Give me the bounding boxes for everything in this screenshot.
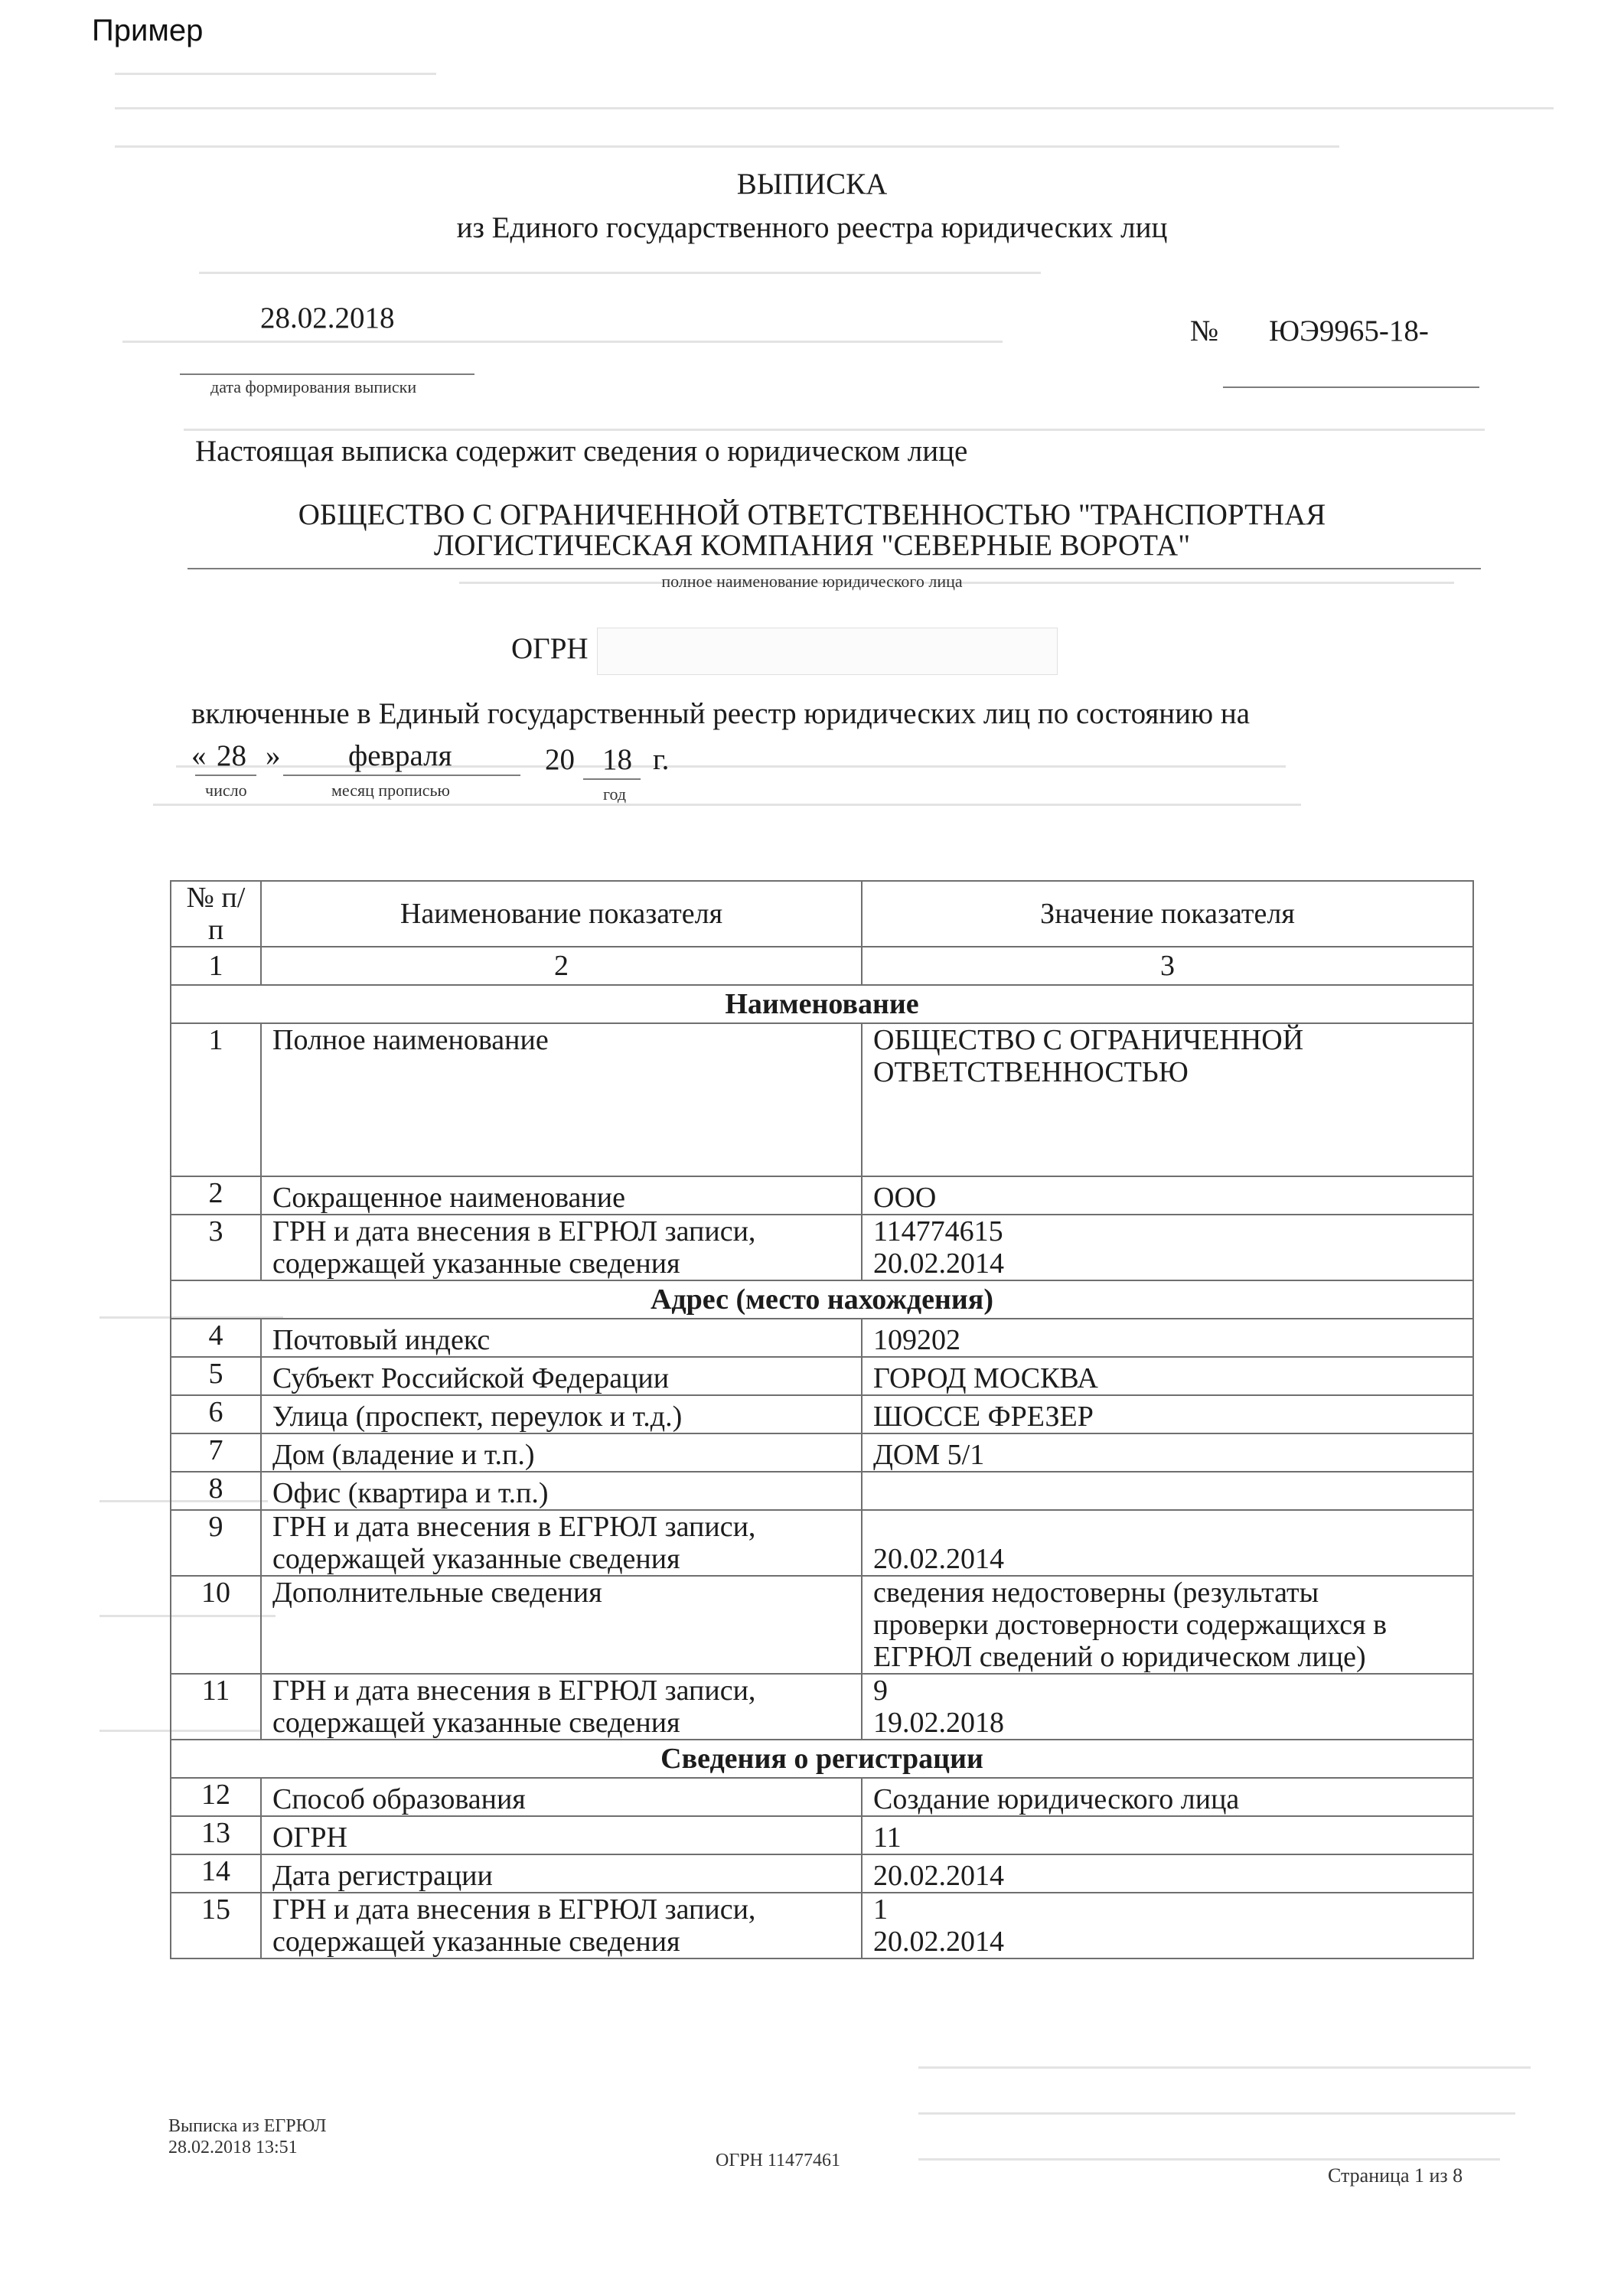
row-value: ДОМ 5/1 — [862, 1433, 1473, 1472]
page-number: Страница 1 из 8 — [1328, 2164, 1463, 2187]
row-value — [862, 1472, 1473, 1510]
header-cell: № п/п — [171, 881, 261, 947]
section-name-title: Наименование — [171, 985, 1473, 1023]
row-number: 13 — [171, 1816, 261, 1854]
row-value: 20.02.2014 — [862, 1510, 1473, 1576]
as-of-year-caption: год — [603, 784, 627, 804]
document-title: ВЫПИСКА — [736, 168, 888, 201]
document-subtitle: из Единого государственного реестра юридических лиц — [456, 211, 1168, 244]
table-row — [171, 1816, 1473, 1854]
row-number: 6 — [171, 1395, 261, 1433]
row-value: 20.02.2014 — [862, 1854, 1473, 1893]
as-of-day: 28 — [217, 739, 246, 772]
table-row — [171, 1319, 1473, 1357]
index-cell: 1 — [171, 947, 261, 985]
row-value: 109202 — [862, 1319, 1473, 1357]
row-label: Сокращенное наименование — [261, 1176, 862, 1215]
footer-datetime: 28.02.2018 13:51 — [168, 2138, 298, 2157]
register-table — [170, 880, 1474, 1959]
as-of-month-caption: месяц прописью — [331, 781, 450, 800]
table-row — [171, 1472, 1473, 1510]
as-of-year-underline — [583, 778, 641, 780]
included-text: включенные в Единый государственный реестр юридических лиц по состоянию на — [191, 697, 1251, 730]
row-number: 4 — [171, 1319, 261, 1357]
section-address-title: Адрес (место нахождения) — [171, 1280, 1473, 1319]
table-row — [171, 1395, 1473, 1433]
section-row — [171, 1280, 1473, 1319]
row-label: Дата регистрации — [261, 1854, 862, 1893]
extract-number-underline — [1223, 386, 1479, 388]
entity-name-underline — [188, 568, 1481, 569]
row-number: 12 — [171, 1778, 261, 1816]
header-cell: Наименование показателя — [261, 881, 862, 947]
row-label: ГРН и дата внесения в ЕГРЮЛ записи, содержащей указанные сведения — [261, 1510, 862, 1576]
entity-name-line2: ЛОГИСТИЧЕСКАЯ КОМПАНИЯ "СЕВЕРНЫЕ ВОРОТА" — [433, 529, 1191, 562]
table-index-row — [171, 947, 1473, 985]
intro-text: Настоящая выписка содержит сведения о юридическом лице — [195, 435, 968, 468]
section-row — [171, 1740, 1473, 1778]
entity-name-line1: ОБЩЕСТВО С ОГРАНИЧЕННОЙ ОТВЕТСТВЕННОСТЬЮ "ТРАНСПОРТНАЯ — [298, 498, 1326, 531]
row-value: ГОРОД МОСКВА — [862, 1357, 1473, 1395]
row-number: 9 — [171, 1510, 261, 1576]
row-label: Дом (владение и т.п.) — [261, 1433, 862, 1472]
row-label: Почтовый индекс — [261, 1319, 862, 1357]
table-row — [171, 1576, 1473, 1674]
table-header-row — [171, 881, 1473, 947]
as-of-month: февраля — [348, 739, 452, 772]
entity-name-caption: полное наименование юридического лица — [661, 572, 963, 591]
quote-open: « — [191, 739, 207, 772]
number-sign: № — [1190, 315, 1219, 347]
row-number: 5 — [171, 1357, 261, 1395]
row-number: 3 — [171, 1215, 261, 1280]
row-label: Способ образования — [261, 1778, 862, 1816]
footer-title: Выписка из ЕГРЮЛ — [168, 2116, 327, 2136]
footer-ogrn: ОГРН 11477461 — [716, 2151, 840, 2170]
row-label: ОГРН — [261, 1816, 862, 1854]
as-of-year-suffix: г. — [653, 743, 670, 776]
header-cell: Значение показателя — [862, 881, 1473, 947]
extract-number: ЮЭ9965-18- — [1269, 315, 1429, 347]
as-of-day-caption: число — [205, 781, 247, 800]
as-of-month-underline — [283, 775, 520, 776]
row-label: Офис (квартира и т.п.) — [261, 1472, 862, 1510]
row-number: 8 — [171, 1472, 261, 1510]
row-label: Полное наименование — [261, 1023, 862, 1176]
row-value: Создание юридического лица — [862, 1778, 1473, 1816]
table-row — [171, 1176, 1473, 1215]
quote-close: » — [266, 739, 281, 772]
row-number: 15 — [171, 1893, 261, 1958]
as-of-year: 18 — [602, 743, 632, 776]
row-label: ГРН и дата внесения в ЕГРЮЛ записи, содержащей указанные сведения — [261, 1893, 862, 1958]
row-value: 1 20.02.2014 — [862, 1893, 1473, 1958]
row-number: 1 — [171, 1023, 261, 1176]
as-of-century: 20 — [545, 743, 575, 776]
row-label: Дополнительные сведения — [261, 1576, 862, 1674]
table-row — [171, 1215, 1473, 1280]
formation-date: 28.02.2018 — [260, 302, 395, 334]
row-value: 11 — [862, 1816, 1473, 1854]
table-row — [171, 1023, 1473, 1176]
row-number: 11 — [171, 1674, 261, 1740]
table-row — [171, 1854, 1473, 1893]
formation-date-underline — [180, 373, 474, 375]
table-row — [171, 1357, 1473, 1395]
row-label: Субъект Российской Федерации — [261, 1357, 862, 1395]
table-row — [171, 1433, 1473, 1472]
row-number: 10 — [171, 1576, 261, 1674]
table-row — [171, 1778, 1473, 1816]
row-value: ООО — [862, 1176, 1473, 1215]
row-value: ШОССЕ ФРЕЗЕР — [862, 1395, 1473, 1433]
row-value: 114774615 20.02.2014 — [862, 1215, 1473, 1280]
row-value: 9 19.02.2018 — [862, 1674, 1473, 1740]
index-cell: 3 — [862, 947, 1473, 985]
table-row — [171, 1510, 1473, 1576]
row-number: 7 — [171, 1433, 261, 1472]
section-registration-title: Сведения о регистрации — [171, 1740, 1473, 1778]
ogrn-redacted-box — [597, 628, 1058, 675]
row-value: ОБЩЕСТВО С ОГРАНИЧЕННОЙ ОТВЕТСТВЕННОСТЬЮ — [862, 1023, 1473, 1176]
row-number: 2 — [171, 1176, 261, 1215]
row-value: сведения недостоверны (результаты проверки достоверности содержащихся в ЕГРЮЛ сведений о юридическом лице) — [862, 1576, 1473, 1674]
section-row — [171, 985, 1473, 1023]
table-row — [171, 1674, 1473, 1740]
row-label: ГРН и дата внесения в ЕГРЮЛ записи, содержащей указанные сведения — [261, 1215, 862, 1280]
ogrn-label: ОГРН — [511, 632, 589, 665]
formation-date-caption: дата формирования выписки — [210, 377, 417, 396]
index-cell: 2 — [261, 947, 862, 985]
sample-label: Пример — [92, 14, 204, 47]
table-row — [171, 1893, 1473, 1958]
row-label: ГРН и дата внесения в ЕГРЮЛ записи, содержащей указанные сведения — [261, 1674, 862, 1740]
row-number: 14 — [171, 1854, 261, 1893]
as-of-day-underline — [195, 775, 256, 776]
row-label: Улица (проспект, переулок и т.д.) — [261, 1395, 862, 1433]
